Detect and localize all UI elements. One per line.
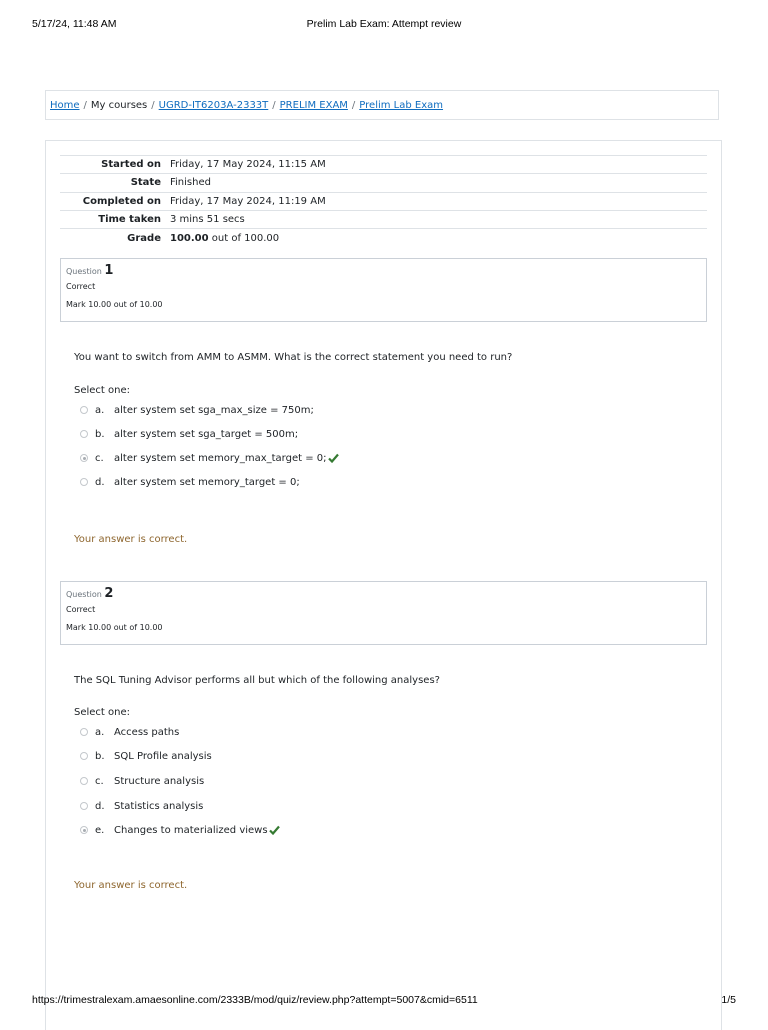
question-2-text: The SQL Tuning Advisor performs all but which of the following analyses? — [74, 675, 440, 686]
summary-value: Friday, 17 May 2024, 11:15 AM — [170, 159, 326, 171]
question-1-option-b[interactable] — [80, 427, 298, 441]
summary-value — [166, 229, 707, 247]
option-text: alter system set sga_max_size = 750m; — [114, 404, 314, 416]
option-letter: c. — [95, 452, 104, 464]
correct-check-icon — [269, 825, 280, 835]
question-state: Correct — [66, 605, 96, 614]
question-1-prompt: Select one: — [74, 385, 131, 396]
radio-button[interactable] — [80, 777, 88, 785]
breadcrumb-separator: / — [83, 100, 87, 111]
summary-row-time-taken — [60, 210, 707, 228]
summary-label: Started on — [101, 159, 161, 171]
question-1-option-d[interactable] — [80, 475, 300, 489]
question-2-info — [60, 581, 707, 645]
breadcrumb-home-link[interactable]: Home — [50, 100, 80, 111]
summary-row-grade — [60, 229, 707, 247]
option-text: Structure analysis — [114, 775, 205, 787]
question-1-info — [60, 258, 707, 322]
summary-row-state — [60, 174, 707, 192]
breadcrumb-quiz-link[interactable]: Prelim Lab Exam — [359, 100, 444, 111]
breadcrumb-separator: / — [351, 100, 356, 111]
question-label: Question — [66, 590, 102, 599]
print-page-title: Prelim Lab Exam: Attempt review — [306, 18, 462, 30]
option-letter: d. — [95, 800, 105, 812]
summary-row-completed-on — [60, 192, 707, 210]
option-letter: e. — [95, 824, 105, 836]
option-text: SQL Profile analysis — [114, 750, 212, 762]
correct-check-icon — [328, 453, 339, 463]
breadcrumb-separator: / — [151, 100, 155, 111]
summary-value: Finished — [170, 177, 211, 189]
question-number: 2 — [104, 586, 114, 601]
grade-suffix: out of 100.00 — [211, 232, 280, 244]
radio-button-selected[interactable] — [80, 454, 88, 462]
question-1-option-a[interactable] — [80, 403, 314, 417]
option-text: Access paths — [114, 726, 180, 738]
radio-button[interactable] — [80, 728, 88, 736]
option-letter: c. — [95, 775, 104, 787]
option-letter: b. — [95, 428, 105, 440]
breadcrumb-course-link[interactable]: UGRD-IT6203A-2333T — [158, 100, 269, 111]
option-letter: b. — [95, 750, 105, 762]
radio-button[interactable] — [80, 406, 88, 414]
question-1-option-c[interactable] — [80, 451, 339, 465]
summary-value: 3 mins 51 secs — [170, 214, 245, 226]
summary-row-started-on — [60, 156, 707, 174]
option-letter: a. — [95, 726, 105, 738]
question-2-option-c[interactable] — [80, 774, 204, 788]
option-letter: a. — [95, 404, 105, 416]
question-number: 1 — [104, 263, 114, 278]
attempt-summary-table — [60, 155, 707, 247]
question-1-feedback: Your answer is correct. — [74, 534, 188, 545]
question-2-option-b[interactable] — [80, 749, 212, 763]
question-1-text: You want to switch from AMM to ASMM. What is the correct statement you need to run? — [74, 352, 513, 363]
print-url: https://trimestralexam.amaesonline.com/2333B/mod/quiz/review.php?attempt=5007&cmid=6511 — [32, 994, 478, 1006]
option-text: alter system set memory_target = 0; — [114, 476, 300, 488]
question-label: Question — [66, 267, 102, 276]
question-mark: Mark 10.00 out of 10.00 — [66, 300, 163, 309]
summary-label: Grade — [127, 232, 161, 244]
summary-label: State — [130, 177, 161, 189]
question-2-option-d[interactable] — [80, 799, 203, 813]
summary-label: Time taken — [98, 214, 161, 226]
summary-label: Completed on — [82, 195, 161, 207]
option-letter: d. — [95, 476, 105, 488]
question-2-prompt: Select one: — [74, 707, 131, 718]
option-text: Statistics analysis — [114, 800, 204, 812]
breadcrumb-my-courses: My courses — [90, 100, 148, 111]
breadcrumb — [45, 90, 719, 120]
option-text: alter system set sga_target = 500m; — [114, 428, 299, 440]
radio-button[interactable] — [80, 752, 88, 760]
print-datetime: 5/17/24, 11:48 AM — [32, 18, 117, 30]
breadcrumb-section-link[interactable]: PRELIM EXAM — [279, 100, 348, 111]
radio-button[interactable] — [80, 802, 88, 810]
question-2-feedback: Your answer is correct. — [74, 880, 188, 891]
question-2-option-a[interactable] — [80, 725, 179, 739]
radio-button[interactable] — [80, 478, 88, 486]
grade-score: 100.00 — [170, 232, 209, 244]
option-text: alter system set memory_max_target = 0; — [114, 452, 327, 464]
option-text: Changes to materialized views — [114, 824, 268, 836]
question-state: Correct — [66, 282, 96, 291]
summary-value: Friday, 17 May 2024, 11:19 AM — [170, 195, 326, 207]
question-mark: Mark 10.00 out of 10.00 — [66, 623, 163, 632]
radio-button-selected[interactable] — [80, 826, 88, 834]
question-2-option-e[interactable] — [80, 823, 280, 837]
radio-button[interactable] — [80, 430, 88, 438]
print-page-number: 1/5 — [721, 994, 736, 1006]
breadcrumb-separator: / — [272, 100, 276, 111]
